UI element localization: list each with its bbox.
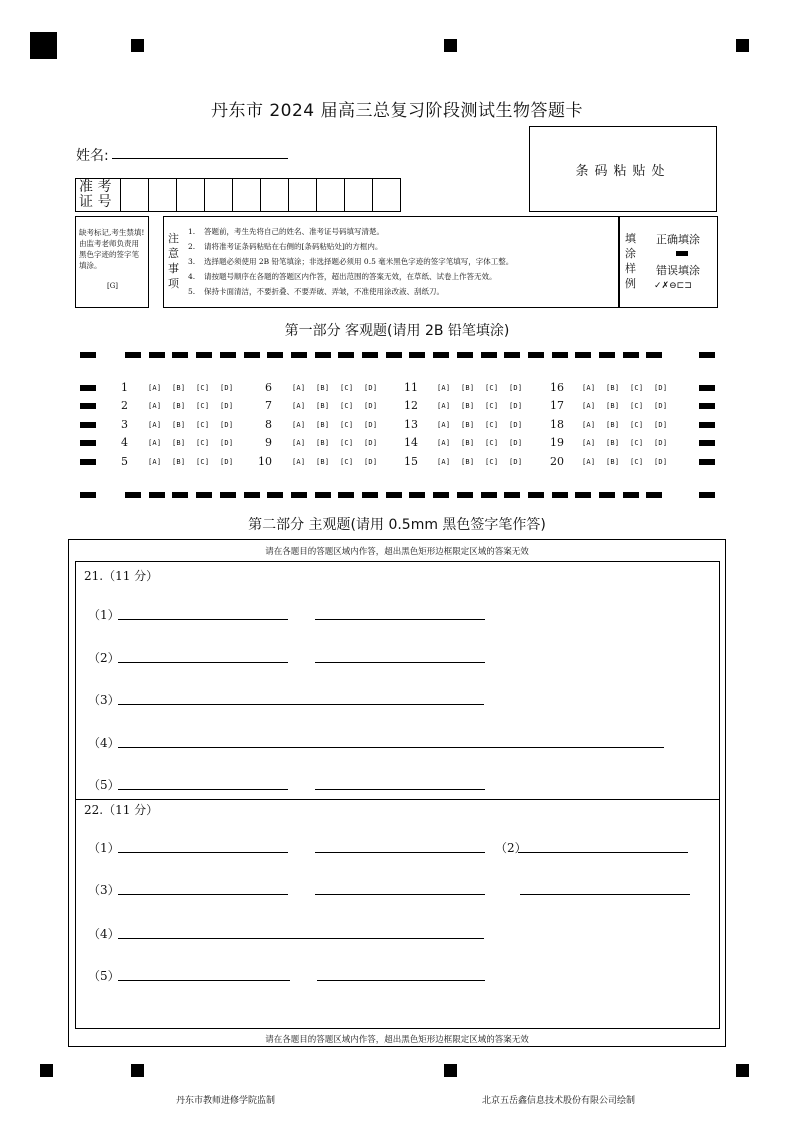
answer-line[interactable]: [118, 789, 288, 790]
mc-option-bubble[interactable]: [D]: [220, 421, 234, 429]
answer-line[interactable]: [118, 894, 288, 895]
timing-bar: [220, 492, 236, 498]
exam-number-cell[interactable]: [233, 179, 261, 211]
timing-bar: [125, 352, 141, 358]
timing-bar: [196, 352, 212, 358]
exam-number-cell[interactable]: [205, 179, 233, 211]
fill-sample-box: [619, 216, 718, 308]
mc-option-bubble[interactable]: [C]: [485, 439, 499, 447]
mc-option-bubble[interactable]: [A]: [292, 402, 306, 410]
q21-sub-label: （5）: [88, 778, 120, 792]
timing-bar: [80, 352, 96, 358]
row-timing-mark: [699, 403, 715, 409]
mc-option-bubble[interactable]: [A]: [437, 402, 451, 410]
mc-option-bubble[interactable]: [C]: [630, 439, 644, 447]
mc-option-bubble[interactable]: [B]: [172, 402, 186, 410]
timing-bar: [125, 492, 141, 498]
mc-option-bubble[interactable]: [A]: [582, 458, 596, 466]
mc-question-number: 4: [121, 436, 128, 449]
correct-fill-label: 正确填涂: [656, 233, 700, 246]
note-item: 2. 请将准考证条码粘贴在右侧的[条码粘贴处]的方框内。: [188, 242, 383, 251]
mc-option-bubble[interactable]: [A]: [148, 439, 162, 447]
mc-option-bubble[interactable]: [A]: [582, 439, 596, 447]
timing-bar: [409, 352, 425, 358]
mc-question-number: 2: [121, 399, 128, 412]
absent-bubble[interactable]: [G]: [106, 282, 119, 290]
timing-bar: [575, 352, 591, 358]
mc-question-number: 6: [265, 381, 272, 394]
mc-question-number: 10: [258, 455, 272, 468]
mc-option-bubble[interactable]: [D]: [509, 384, 523, 392]
mc-option-bubble[interactable]: [A]: [148, 458, 162, 466]
row-timing-mark: [80, 385, 96, 391]
mc-option-bubble[interactable]: [A]: [582, 384, 596, 392]
answer-line[interactable]: [118, 704, 484, 705]
answer-line[interactable]: [118, 619, 288, 620]
sample-label: 填涂样例: [625, 232, 636, 290]
alignment-mark: [444, 39, 457, 52]
q22-sub-label: （3）: [88, 883, 120, 897]
alignment-mark: [131, 1064, 144, 1077]
mc-option-bubble[interactable]: [C]: [340, 384, 354, 392]
note-item: 1. 答题前，考生先将自己的姓名、准考证号码填写清楚。: [188, 227, 384, 236]
mc-question-number: 7: [265, 399, 272, 412]
mc-option-bubble[interactable]: [B]: [316, 458, 330, 466]
timing-bar: [338, 492, 354, 498]
answer-line[interactable]: [315, 789, 485, 790]
row-timing-mark: [699, 459, 715, 465]
mc-option-bubble[interactable]: [B]: [172, 458, 186, 466]
mc-option-bubble[interactable]: [B]: [172, 439, 186, 447]
timing-bar: [172, 352, 188, 358]
mc-option-bubble[interactable]: [C]: [196, 421, 210, 429]
question-22-box: [75, 799, 720, 1029]
row-timing-mark: [80, 403, 96, 409]
barcode-area: 条码粘贴处: [529, 126, 717, 212]
exam-number-cell[interactable]: [177, 179, 205, 211]
mc-question-number: 18: [550, 418, 564, 431]
part1-title: 第一部分 客观题(请用 2B 铅笔填涂): [284, 323, 510, 339]
name-field[interactable]: [112, 158, 288, 159]
timing-bar: [267, 492, 283, 498]
timing-bar: [481, 492, 497, 498]
mc-option-bubble[interactable]: [B]: [172, 384, 186, 392]
mc-option-bubble[interactable]: [B]: [606, 458, 620, 466]
timing-bar: [552, 352, 568, 358]
mc-question-number: 14: [404, 436, 418, 449]
timing-bar: [599, 352, 615, 358]
answer-line[interactable]: [315, 894, 485, 895]
q21-sub-label: （2）: [88, 651, 120, 665]
timing-bar: [433, 492, 449, 498]
mc-question-number: 5: [121, 455, 128, 468]
mc-option-bubble[interactable]: [C]: [340, 402, 354, 410]
mc-option-bubble[interactable]: [B]: [316, 402, 330, 410]
mc-option-bubble[interactable]: [C]: [196, 384, 210, 392]
exam-number-cell[interactable]: [121, 179, 149, 211]
timing-bar: [315, 352, 331, 358]
mc-option-bubble[interactable]: [C]: [630, 384, 644, 392]
part2-title: 第二部分 主观题(请用 0.5mm 黑色签字笔作答): [248, 517, 546, 533]
q22-sub-label: （2）: [495, 841, 527, 855]
mc-question-number: 15: [404, 455, 418, 468]
mc-question-number: 11: [404, 381, 418, 394]
notes-list: [188, 224, 513, 299]
timing-bar: [196, 492, 212, 498]
mc-option-bubble[interactable]: [A]: [148, 384, 162, 392]
mc-option-bubble[interactable]: [A]: [292, 421, 306, 429]
timing-bar: [457, 492, 473, 498]
row-timing-mark: [699, 440, 715, 446]
mc-option-bubble[interactable]: [A]: [292, 384, 306, 392]
row-timing-mark: [80, 422, 96, 428]
mc-option-bubble[interactable]: [B]: [461, 439, 475, 447]
exam-number-grid: [75, 178, 401, 212]
footer-right: 北京五岳鑫信息技术股份有限公司绘制: [482, 1096, 636, 1106]
mc-option-bubble[interactable]: [D]: [364, 402, 378, 410]
mc-option-bubble[interactable]: [D]: [654, 458, 668, 466]
answer-line[interactable]: [118, 938, 484, 939]
answer-line[interactable]: [315, 619, 485, 620]
question-21-title: 21.（11 分）: [84, 569, 159, 583]
exam-number-cell[interactable]: [373, 179, 400, 211]
mc-option-bubble[interactable]: [C]: [485, 384, 499, 392]
timing-bar: [244, 492, 260, 498]
note-item: 3. 选择题必须使用 2B 铅笔填涂；非选择题必须用 0.5 毫米黑色字迹的签字笔填写，字体工整。: [188, 257, 514, 266]
mc-option-bubble[interactable]: [B]: [172, 421, 186, 429]
mc-option-bubble[interactable]: [D]: [509, 402, 523, 410]
answer-line[interactable]: [518, 852, 688, 853]
mc-option-bubble[interactable]: [C]: [485, 458, 499, 466]
timing-bar: [623, 492, 639, 498]
alignment-mark: [131, 39, 144, 52]
mc-option-bubble[interactable]: [C]: [196, 458, 210, 466]
mc-option-bubble[interactable]: [D]: [509, 421, 523, 429]
mc-option-bubble[interactable]: [A]: [437, 439, 451, 447]
mc-option-bubble[interactable]: [B]: [606, 384, 620, 392]
mc-option-bubble[interactable]: [D]: [654, 384, 668, 392]
timing-bar: [315, 492, 331, 498]
exam-number-cell[interactable]: [289, 179, 317, 211]
timing-bar: [172, 492, 188, 498]
mc-option-bubble[interactable]: [B]: [316, 384, 330, 392]
mc-option-bubble[interactable]: [B]: [316, 421, 330, 429]
mc-question-number: 1: [121, 381, 128, 394]
timing-bar: [504, 492, 520, 498]
mc-option-bubble[interactable]: [A]: [582, 402, 596, 410]
timing-bar: [267, 352, 283, 358]
mc-option-bubble[interactable]: [B]: [606, 421, 620, 429]
q22-sub-label: （5）: [88, 969, 120, 983]
mc-option-bubble[interactable]: [B]: [461, 384, 475, 392]
answer-line[interactable]: [315, 662, 485, 663]
mc-option-bubble[interactable]: [B]: [461, 421, 475, 429]
mc-question-number: 13: [404, 418, 418, 431]
mc-option-bubble[interactable]: [C]: [196, 402, 210, 410]
timing-bar: [646, 492, 662, 498]
area-instruction: 请在各题目的答题区域内作答，超出黑色矩形边框限定区域的答案无效: [265, 547, 529, 557]
mc-option-bubble[interactable]: [A]: [148, 402, 162, 410]
mc-option-bubble[interactable]: [A]: [148, 421, 162, 429]
mc-option-bubble[interactable]: [D]: [364, 421, 378, 429]
mc-option-bubble[interactable]: [B]: [606, 439, 620, 447]
mc-option-bubble[interactable]: [D]: [364, 439, 378, 447]
alignment-mark: [30, 32, 57, 59]
mc-option-bubble[interactable]: [A]: [437, 384, 451, 392]
timing-bar: [362, 352, 378, 358]
timing-bar: [575, 492, 591, 498]
q21-sub-label: （1）: [88, 608, 120, 622]
absent-note: 缺考标记,考生禁填!由监考老师负责用黑色字迹的签字笔填涂。: [79, 228, 145, 270]
notes-label: 注意事项: [168, 232, 179, 290]
note-item: 4. 请按题号顺序在各题的答题区内作答，超出范围的答案无效，在草纸、试卷上作答无效。: [188, 272, 497, 281]
mc-option-bubble[interactable]: [B]: [461, 458, 475, 466]
mc-question-number: 20: [550, 455, 564, 468]
timing-bar: [291, 352, 307, 358]
timing-bar: [599, 492, 615, 498]
timing-bar: [386, 492, 402, 498]
timing-bar: [80, 492, 96, 498]
mc-option-bubble[interactable]: [A]: [437, 421, 451, 429]
row-timing-mark: [80, 459, 96, 465]
mc-option-bubble[interactable]: [D]: [220, 384, 234, 392]
timing-bar: [433, 352, 449, 358]
exam-number-label: 准 考 证 号: [76, 179, 121, 211]
answer-line[interactable]: [520, 894, 690, 895]
wrong-fill-examples: ✓✗⊖⊏⊐: [654, 281, 692, 291]
mc-question-number: 12: [404, 399, 418, 412]
row-timing-mark: [80, 440, 96, 446]
mc-option-bubble[interactable]: [C]: [630, 421, 644, 429]
q22-sub-label: （4）: [88, 927, 120, 941]
mc-option-bubble[interactable]: [A]: [582, 421, 596, 429]
timing-bar: [149, 352, 165, 358]
mc-option-bubble[interactable]: [D]: [364, 458, 378, 466]
mc-option-bubble[interactable]: [D]: [220, 439, 234, 447]
timing-bar: [699, 492, 715, 498]
page-title: 丹东市 2024 届高三总复习阶段测试生物答题卡: [210, 101, 584, 121]
answer-line[interactable]: [118, 852, 288, 853]
exam-number-cell[interactable]: [149, 179, 177, 211]
mc-option-bubble[interactable]: [B]: [316, 439, 330, 447]
timing-bar: [362, 492, 378, 498]
mc-option-bubble[interactable]: [C]: [340, 439, 354, 447]
mc-question-number: 8: [265, 418, 272, 431]
row-timing-mark: [699, 385, 715, 391]
mc-question-number: 3: [121, 418, 128, 431]
timing-bar: [291, 492, 307, 498]
timing-bar: [504, 352, 520, 358]
answer-line[interactable]: [118, 980, 290, 981]
mc-option-bubble[interactable]: [D]: [654, 439, 668, 447]
timing-bar: [528, 352, 544, 358]
absent-mark-box: [75, 216, 149, 308]
timing-bar: [646, 352, 662, 358]
row-timing-mark: [699, 422, 715, 428]
answer-line[interactable]: [317, 980, 485, 981]
mc-option-bubble[interactable]: [C]: [630, 402, 644, 410]
mc-option-bubble[interactable]: [C]: [485, 402, 499, 410]
timing-bar: [699, 352, 715, 358]
answer-line[interactable]: [118, 662, 288, 663]
alignment-mark: [736, 39, 749, 52]
alignment-mark: [736, 1064, 749, 1077]
name-label: 姓名:: [76, 148, 109, 164]
mc-question-number: 9: [265, 436, 272, 449]
mc-option-bubble[interactable]: [B]: [606, 402, 620, 410]
timing-bar: [623, 352, 639, 358]
mc-option-bubble[interactable]: [D]: [509, 458, 523, 466]
notes-box: [163, 216, 619, 308]
timing-bar: [338, 352, 354, 358]
mc-option-bubble[interactable]: [D]: [509, 439, 523, 447]
q21-sub-label: （4）: [88, 736, 120, 750]
mc-option-bubble[interactable]: [B]: [461, 402, 475, 410]
timing-bar: [149, 492, 165, 498]
mc-option-bubble[interactable]: [A]: [437, 458, 451, 466]
timing-bar: [528, 492, 544, 498]
wrong-fill-label: 错误填涂: [656, 264, 700, 277]
timing-bar: [552, 492, 568, 498]
correct-fill-mark: [676, 251, 688, 256]
q22-sub-label: （1）: [88, 841, 120, 855]
mc-option-bubble[interactable]: [A]: [292, 458, 306, 466]
mc-option-bubble[interactable]: [A]: [292, 439, 306, 447]
q21-sub-label: （3）: [88, 693, 120, 707]
mc-option-bubble[interactable]: [D]: [364, 384, 378, 392]
note-item: 5. 保持卡面清洁，不要折叠、不要弄破、弄皱，不准使用涂改液、刮纸刀。: [188, 287, 444, 296]
mc-question-number: 17: [550, 399, 564, 412]
mc-option-bubble[interactable]: [C]: [340, 458, 354, 466]
mc-option-bubble[interactable]: [C]: [630, 458, 644, 466]
mc-option-bubble[interactable]: [D]: [220, 402, 234, 410]
mc-option-bubble[interactable]: [D]: [220, 458, 234, 466]
question-22-title: 22.（11 分）: [84, 803, 159, 817]
mc-option-bubble[interactable]: [C]: [485, 421, 499, 429]
alignment-mark: [444, 1064, 457, 1077]
timing-bar: [457, 352, 473, 358]
mc-option-bubble[interactable]: [C]: [196, 439, 210, 447]
exam-number-cell[interactable]: [345, 179, 373, 211]
alignment-mark: [40, 1064, 53, 1077]
timing-bar: [244, 352, 260, 358]
answer-line[interactable]: [315, 852, 485, 853]
answer-line[interactable]: [118, 747, 664, 748]
mc-question-number: 19: [550, 436, 564, 449]
mc-option-bubble[interactable]: [D]: [654, 421, 668, 429]
mc-option-bubble[interactable]: [C]: [340, 421, 354, 429]
mc-question-number: 16: [550, 381, 564, 394]
area-instruction: 请在各题目的答题区域内作答，超出黑色矩形边框限定区域的答案无效: [265, 1035, 529, 1045]
timing-bar: [220, 352, 236, 358]
timing-bar: [409, 492, 425, 498]
exam-number-cell[interactable]: [261, 179, 289, 211]
question-21-box: [75, 561, 720, 800]
timing-bar: [481, 352, 497, 358]
mc-option-bubble[interactable]: [D]: [654, 402, 668, 410]
footer-left: 丹东市教师进修学院监制: [176, 1096, 276, 1106]
exam-number-cell[interactable]: [317, 179, 345, 211]
timing-bar: [386, 352, 402, 358]
